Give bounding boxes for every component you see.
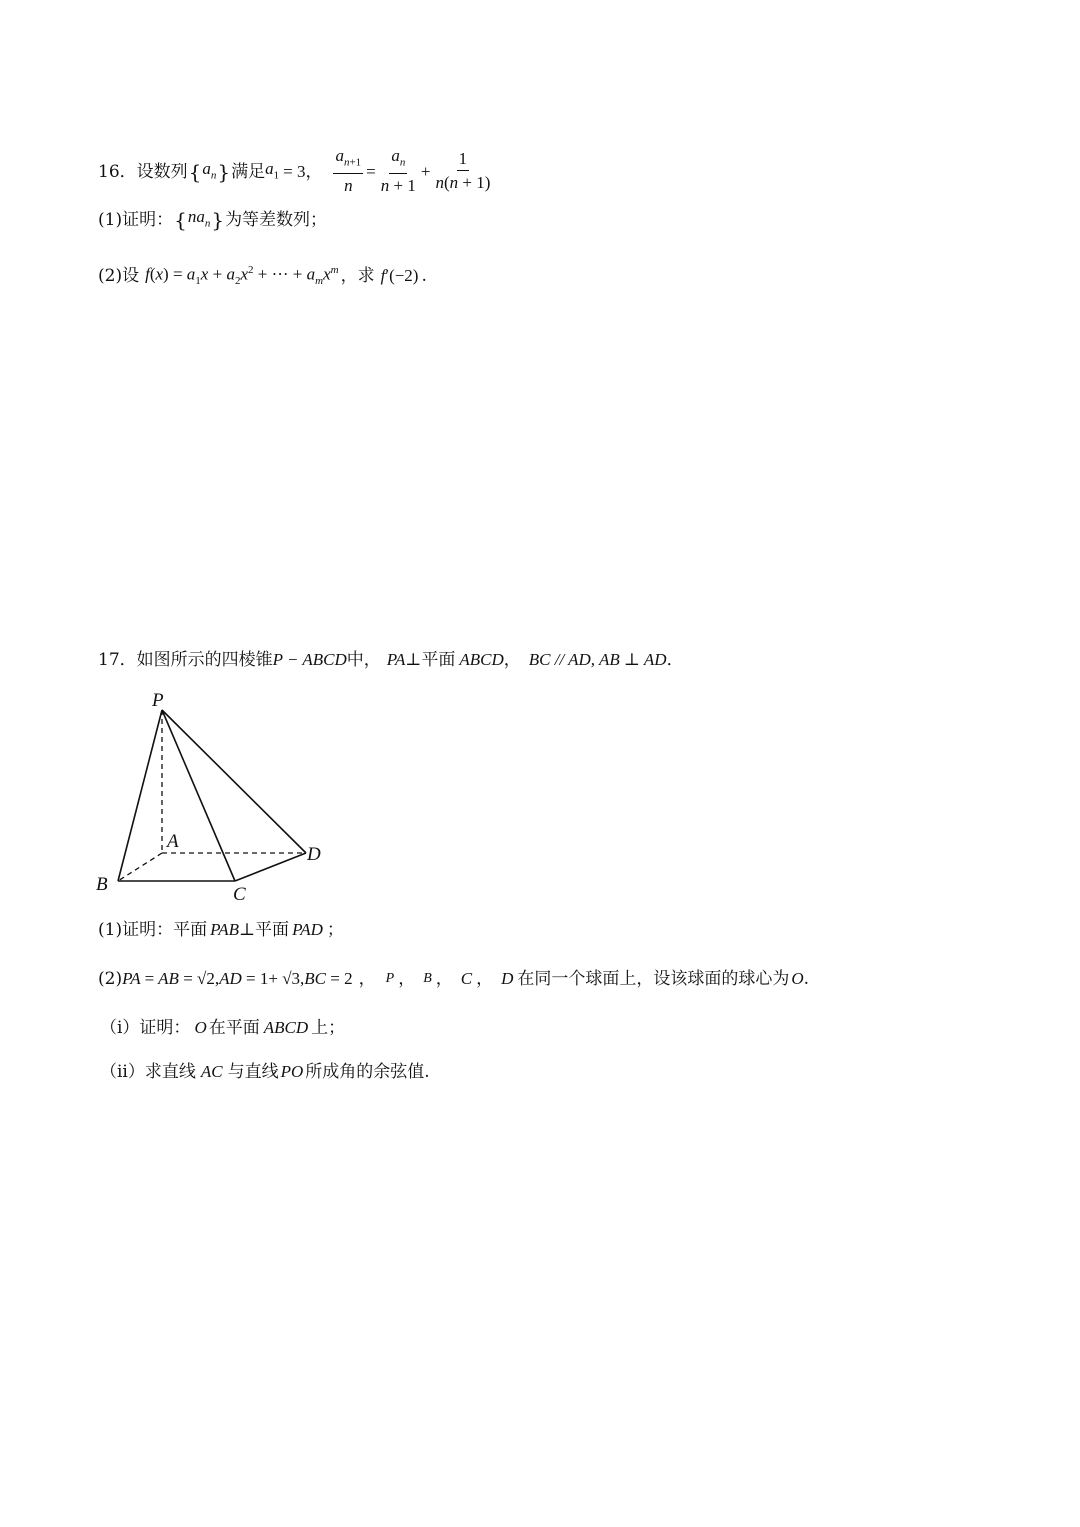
- sphere-center-O: O: [791, 969, 804, 988]
- point-D: D: [501, 969, 514, 988]
- edge-PD: [162, 710, 306, 853]
- q16-part1: (1)证明： { $na_n$ } 为等差数列；: [98, 205, 327, 235]
- a1-value: = 3: [283, 161, 306, 181]
- q16-part2: (2)设 $f(x) = a_1x + a_2x^2$ + ··· + $a_mx^m$ ，求 f′(−2) .: [98, 258, 427, 293]
- q17-sub-i: （i）证明： O 在平面 ABCD 上；: [100, 1018, 346, 1038]
- pyramid-figure: [90, 690, 350, 910]
- pyramid-name: P − ABCD: [272, 650, 347, 669]
- label-P: P: [152, 690, 164, 711]
- label-A: A: [167, 831, 179, 852]
- label-C: C: [233, 884, 246, 905]
- a1-symbol: $a_1$: [265, 158, 280, 181]
- label-D: D: [307, 844, 321, 865]
- seq-nan: $na_n$: [187, 207, 211, 230]
- q17-sub-ii: （ii）求直线 AC 与直线 PO 所成角的余弦值.: [100, 1062, 430, 1082]
- q17-part2-label: (2): [98, 969, 123, 989]
- q16-statement: 16． 设数列 { $a_n$ } 满足 $a_1$ = 3 ， $\frac{a_{n+1}}{n}$ = $\frac{a_n}{n + 1}$ + $\frac{1}{n(n + 1)}$: [98, 146, 491, 196]
- q16-part1-label: (1)证明：: [98, 210, 174, 231]
- recurrence-rhs-fraction-2: $\frac{1}{n(n + 1)}$: [435, 149, 491, 193]
- point-C: C: [460, 969, 473, 988]
- point-P: P: [385, 971, 395, 986]
- q17-number: 17．: [98, 650, 137, 670]
- derivative-expression: f′(−2): [380, 265, 419, 285]
- recurrence-rhs-fraction-1: $\frac{a_n}{n + 1}$: [380, 146, 416, 196]
- q16-number: 16．: [98, 161, 137, 182]
- edge-PC: [162, 710, 235, 881]
- q16-cond-text: 满足: [231, 161, 266, 182]
- edge-CD: [235, 853, 306, 881]
- label-B: B: [96, 874, 108, 895]
- q17-statement: 17． 如图所示的四棱锥 P − ABCD 中， PA ⊥平面 ABCD ， BC // AD, AB ⊥ AD ．: [98, 650, 684, 670]
- seq-an: $a_n$: [202, 158, 217, 181]
- q17-part1-label: (1)证明：平面: [98, 920, 208, 940]
- q16-intro: 设数列: [136, 161, 188, 182]
- q16-part2-label: (2)设: [98, 265, 140, 286]
- point-B: B: [423, 971, 432, 986]
- q17-part1: (1)证明：平面 PAB ⊥平面 PAD ；: [98, 920, 344, 940]
- function-definition: $f(x) = a_1x + a_2x^2$ + ··· + $a_mx^m$: [145, 264, 339, 288]
- q16-part2-ask: ，求: [340, 265, 375, 286]
- q17-condition: BC // AD, AB ⊥ AD: [528, 650, 667, 669]
- q16-part1-end: 为等差数列；: [225, 210, 328, 231]
- recurrence-lhs-fraction: $\frac{a_{n+1}}{n}$: [335, 146, 362, 196]
- q17-part2-conditions: PA = AB = √2,AD = 1+ √3,BC = 2: [122, 969, 353, 988]
- q17-intro: 如图所示的四棱锥: [136, 650, 273, 670]
- edge-PB: [118, 710, 162, 881]
- q17-part2: (2) PA = AB = √2,AD = 1+ √3,BC = 2 ， P ， B ， C ， D 在同一个球面上，设该球面的球心为 O .: [98, 969, 810, 989]
